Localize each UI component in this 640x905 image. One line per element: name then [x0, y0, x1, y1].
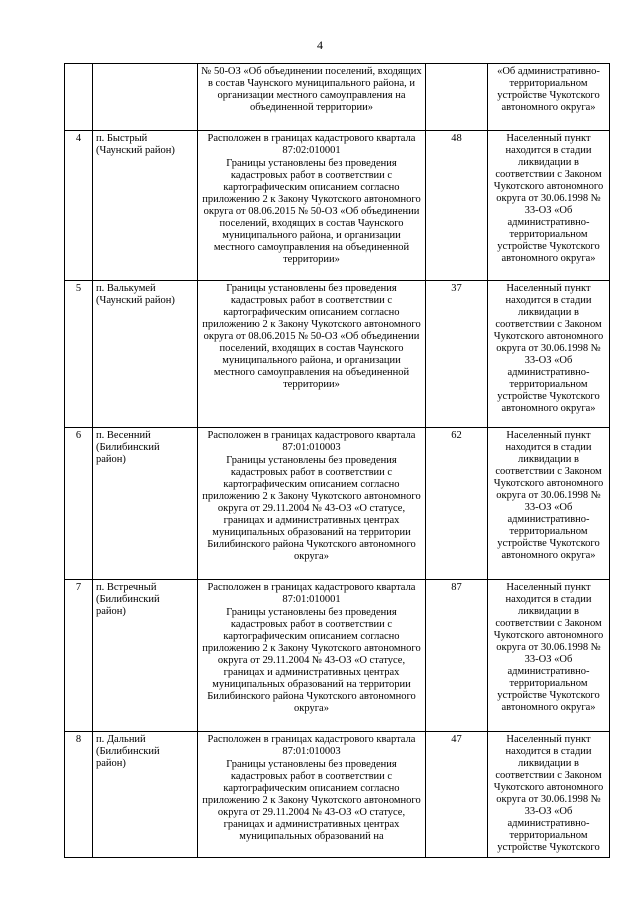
- population: 47: [426, 732, 488, 858]
- location-text: № 50-ОЗ «Об объединении поселений, входящих в состав Чаунского муниципального района, и организации местного самоуправления на объединенной территории»: [201, 66, 422, 113]
- status-note: Населенный пункт находится в стадии ликвидации в соответствии с Законом Чукотского автономного округа от 30.06.1998 № 33-ОЗ «Об административно-территориальном устройстве Чукотского автономного округа»: [488, 580, 610, 732]
- settlement-name: [93, 732, 198, 858]
- settlements-table: [64, 63, 610, 858]
- location-description: [198, 732, 426, 858]
- boundary-text: Границы установлены без проведения кадастровых работ в соответствии с картографическим описанием согласно приложению 2 к Закону Чукотского автономного округа от 29.11.2004 № 43-ОЗ «О статусе, границах и административных центрах муниципальных образований на территории Билибинского района Чукотского автономного округа»: [202, 455, 421, 562]
- table-row: [65, 281, 610, 428]
- row-number: [65, 64, 93, 131]
- settlement-district-line: (Билибинский: [96, 442, 160, 453]
- population: 48: [426, 131, 488, 281]
- settlement-name: [93, 580, 198, 732]
- page-number: 4: [317, 38, 323, 52]
- settlement-name-line: п. Валькумей: [96, 283, 156, 294]
- boundary-text: Границы установлены без проведения кадастровых работ в соответствии с картографическим описанием согласно приложению 2 к Закону Чукотского автономного округа от 08.06.2015 № 50-ОЗ «Об объединении поселений, входящих в состав Чаунского муниципального района, и организации местного самоуправления на объединенной территории»: [202, 158, 421, 265]
- row-number: 6: [65, 428, 93, 580]
- population: 62: [426, 428, 488, 580]
- status-note: «Об административно-территориальном устройстве Чукотского автономного округа»: [488, 64, 610, 131]
- settlement-district-line: (Билибинский: [96, 594, 160, 605]
- settlement-name: [93, 428, 198, 580]
- status-note: Населенный пункт находится в стадии ликвидации в соответствии с Законом Чукотского автономного округа от 30.06.1998 № 33-ОЗ «Об административно-территориальном устройстве Чукотского автономного округа»: [488, 428, 610, 580]
- settlement-district-line: (Чаунский район): [96, 145, 175, 156]
- table-row: [65, 428, 610, 580]
- table-row: [65, 732, 610, 858]
- cadastral-quarter-text: Расположен в границах кадастрового квартала 87:01:010003: [207, 734, 416, 757]
- population: 37: [426, 281, 488, 428]
- location-description: [198, 580, 426, 732]
- settlement-name: [93, 131, 198, 281]
- settlement-name: [93, 64, 198, 131]
- table-row: [65, 64, 610, 131]
- settlement-name-line: п. Быстрый: [96, 133, 148, 144]
- location-description: [198, 131, 426, 281]
- settlement-district-line: район): [96, 758, 126, 769]
- row-number: 7: [65, 580, 93, 732]
- location-description: [198, 428, 426, 580]
- settlement-district-line: (Чаунский район): [96, 295, 175, 306]
- boundary-text: Границы установлены без проведения кадастровых работ в соответствии с картографическим описанием согласно приложению 2 к Закону Чукотского автономного округа от 08.06.2015 № 50-ОЗ «Об объединении поселений, входящих в состав Чаунского муниципального района, и организации местного самоуправления на объединенной территории»: [202, 283, 421, 390]
- settlement-district-line: район): [96, 454, 126, 465]
- status-note: Населенный пункт находится в стадии ликвидации в соответствии с Законом Чукотского автономного округа от 30.06.1998 № 33-ОЗ «Об административно-территориальном устройстве Чукотского автономного округа»: [488, 281, 610, 428]
- cadastral-quarter-text: Расположен в границах кадастрового квартала 87:02:010001: [207, 133, 416, 156]
- settlement-district-line: (Билибинский: [96, 746, 160, 757]
- row-number: 8: [65, 732, 93, 858]
- settlement-name: [93, 281, 198, 428]
- settlement-name-line: п. Дальний: [96, 734, 146, 745]
- table-row: [65, 580, 610, 732]
- cadastral-quarter-text: Расположен в границах кадастрового квартала 87:01:010003: [207, 430, 416, 453]
- settlement-name-line: п. Встречный: [96, 582, 157, 593]
- cadastral-quarter-text: Расположен в границах кадастрового квартала 87:01:010001: [207, 582, 416, 605]
- row-number: 4: [65, 131, 93, 281]
- row-number: 5: [65, 281, 93, 428]
- settlement-district-line: район): [96, 606, 126, 617]
- boundary-text: Границы установлены без проведения кадастровых работ в соответствии с картографическим описанием согласно приложению 2 к Закону Чукотского автономного округа от 29.11.2004 № 43-ОЗ «О статусе, границах и административных центрах муниципальных образований на территории Билибинского района Чукотского автономного округа»: [202, 607, 421, 714]
- status-note: Населенный пункт находится в стадии ликвидации в соответствии с Законом Чукотского автономного округа от 30.06.1998 № 33-ОЗ «Об административно-территориальном устройстве Чукотского: [488, 732, 610, 858]
- population: [426, 64, 488, 131]
- settlement-name-line: п. Весенний: [96, 430, 151, 441]
- boundary-text: Границы установлены без проведения кадастровых работ в соответствии с картографическим описанием согласно приложению 2 к Закону Чукотского автономного округа от 29.11.2004 № 43-ОЗ «О статусе, границах и административных центрах муниципальных образований на: [202, 759, 421, 842]
- location-description: [198, 281, 426, 428]
- population: 87: [426, 580, 488, 732]
- status-note: Населенный пункт находится в стадии ликвидации в соответствии с Законом Чукотского автономного округа от 30.06.1998 № 33-ОЗ «Об административно-территориальном устройстве Чукотского автономного округа»: [488, 131, 610, 281]
- table-row: [65, 131, 610, 281]
- location-description: [198, 64, 426, 131]
